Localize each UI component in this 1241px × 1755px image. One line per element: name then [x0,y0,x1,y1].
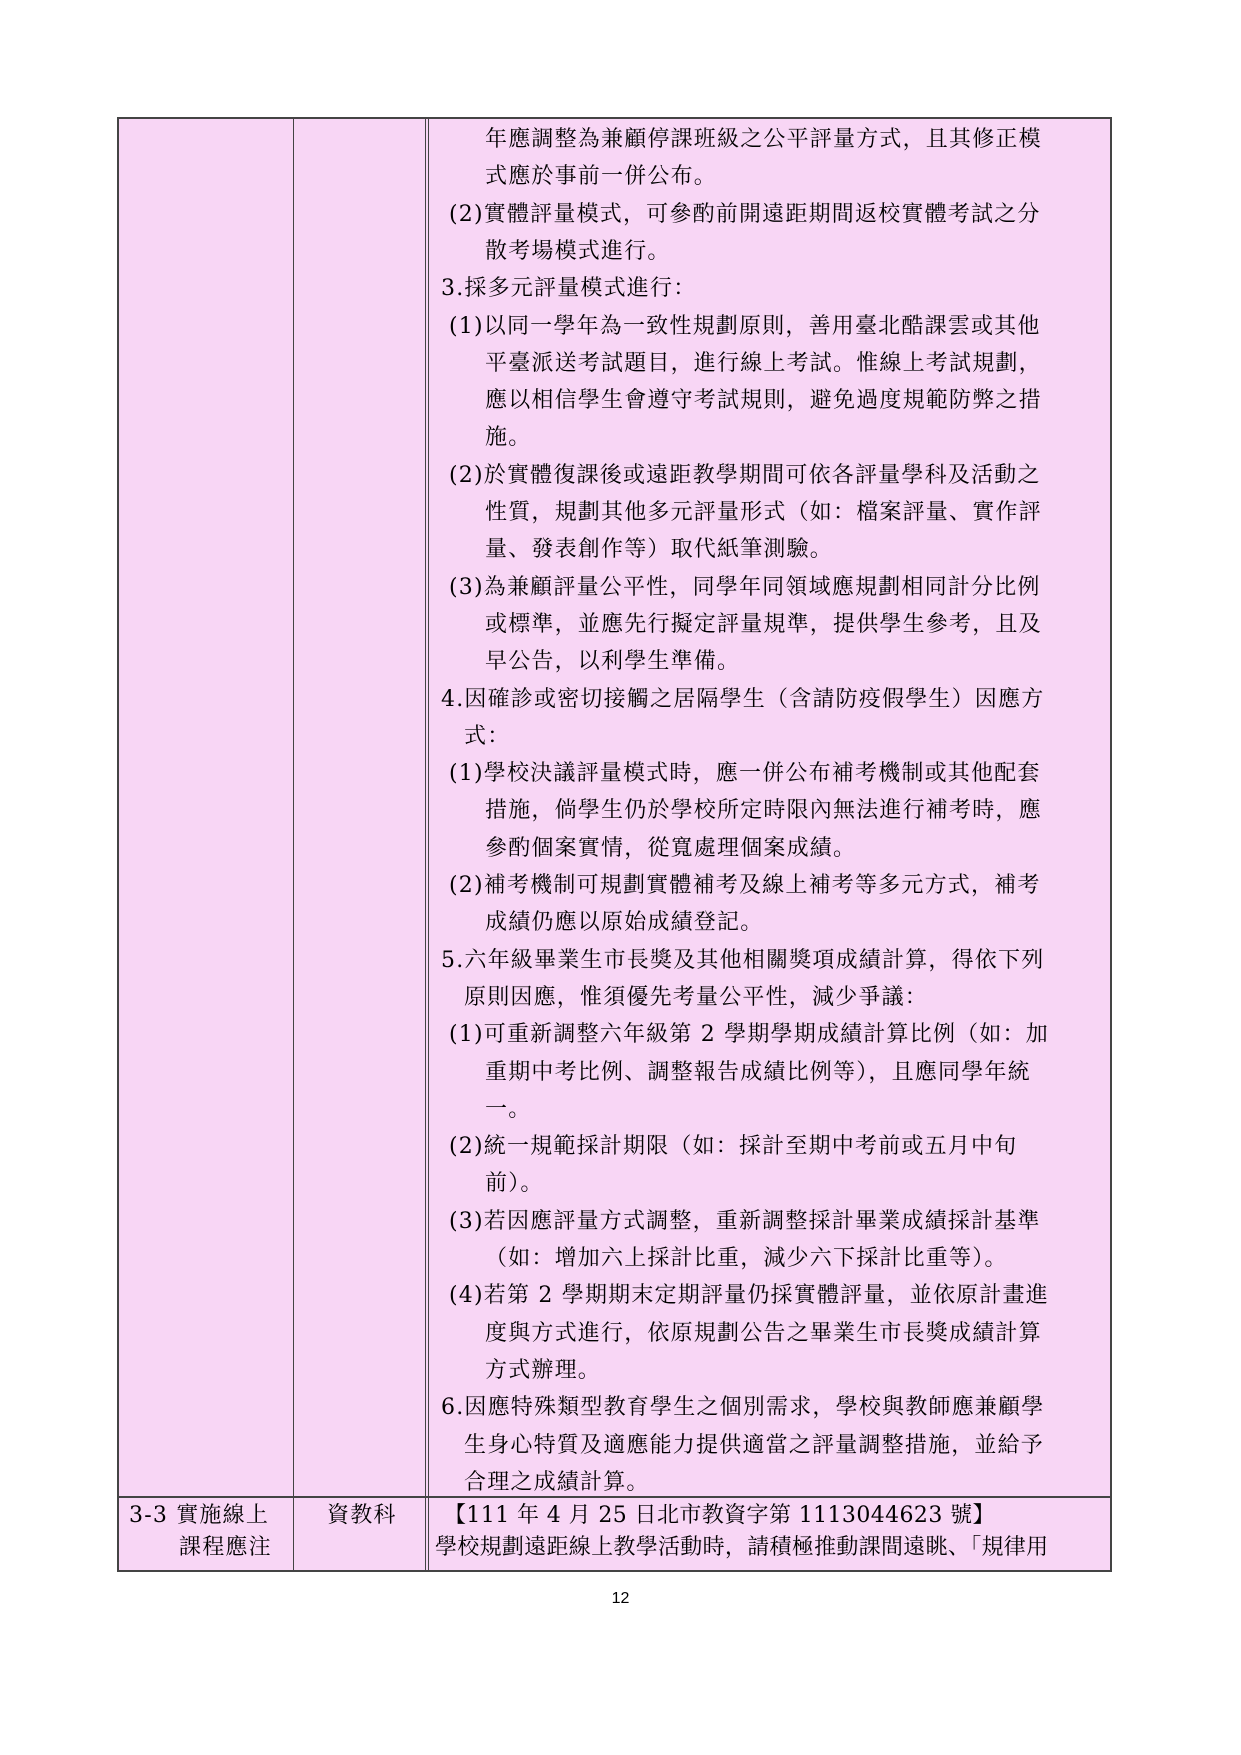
content-text-line: 早公告，以利學生準備。 [485,649,741,675]
content-text-line: 散考場模式進行。 [485,238,671,264]
content-text-line: (1)學校決議評量模式時，應一併公布補考機制或其他配套 [449,761,1041,787]
content-text-line: 生身心特質及適應能力提供適當之評量調整措施，並給予 [464,1432,1045,1458]
content-text-line: (2)實體評量模式，可參酌前開遠距期間返校實體考試之分 [449,201,1041,227]
content-text-line: 原則因應，惟須優先考量公平性，減少爭議： [464,984,929,1010]
column-divider-1 [293,119,294,1570]
content-text-line: 3.採多元評量模式進行： [441,276,697,302]
content-text-line: 5.六年級畢業生市長獎及其他相關獎項成績計算，得依下列 [441,947,1045,973]
content-text-line: 措施，倘學生仍於學校所定時限內無法進行補考時，應 [485,798,1042,824]
content-text-line: （如：增加六上採計比重，減少六下採計比重等）。 [485,1246,1008,1271]
page-number: 12 [611,1590,630,1607]
content-text-line: (2)統一規範採計期限（如：採計至期中考前或五月中旬 [449,1134,1018,1160]
content-text-line: 方式辦理。 [485,1357,602,1383]
content-text-line: 合理之成績計算。 [464,1469,650,1495]
content-text-line: 平臺派送考試題目，進行線上考試。惟線上考試規劃， [485,350,1042,376]
content-text-line: 量、發表創作等）取代紙筆測驗。 [485,537,834,563]
content-text-line: 學校規劃遠距線上教學活動時，請積極推動課間遠眺、「規律用 [435,1535,1049,1560]
content-text-line: (1)可重新調整六年級第 2 學期學期成績計算比例（如：加 [449,1022,1049,1048]
content-text-line: 施。 [485,425,532,451]
content-text-line: 式應於事前一併公布。 [485,164,718,190]
item-number-cell-line2: 課程應注 [179,1535,272,1560]
content-text-line: 式： [464,723,511,749]
content-text-line: 參酌個案實情，從寬處理個案成績。 [485,835,857,861]
content-text-line: 應以相信學生會遵守考試規則，避免過度規範防弊之措 [485,388,1042,414]
column-divider-2 [425,119,426,1570]
content-text-line: 或標準，並應先行擬定評量規準，提供學生參考，且及 [485,611,1042,637]
content-text-line: (2)於實體復課後或遠距教學期間可依各評量學科及活動之 [449,462,1041,488]
department-cell: 資教科 [327,1503,397,1528]
document-reference: 【111 年 4 月 25 日北市教資字第 1113044623 號】 [444,1503,995,1528]
content-text-line: (1)以同一學年為一致性規劃原則，善用臺北酷課雲或其他 [449,313,1041,339]
content-text-line: 年應調整為兼顧停課班級之公平評量方式，且其修正模 [485,127,1042,152]
content-text-line: (4)若第 2 學期期末定期評量仍採實體評量，並依原計畫進 [449,1283,1049,1309]
content-text-line: 性質，規劃其他多元評量形式（如：檔案評量、實作評 [485,500,1042,525]
column-divider-2-double [428,119,429,1570]
content-text-line: 前）。 [485,1171,544,1197]
content-text-line: (3)若因應評量方式調整，重新調整採計畢業成績採計基準 [449,1208,1041,1234]
content-text-line: 4.因確診或密切接觸之居隔學生（含請防疫假學生）因應方 [441,686,1045,712]
content-text-line: 度與方式進行，依原規劃公告之畢業生市長獎成績計算 [485,1320,1042,1346]
regulation-table [117,117,1112,1572]
content-text-line: 6.因應特殊類型教育學生之個別需求，學校與教師應兼顧學 [441,1395,1045,1421]
content-text-line: 一。 [485,1096,532,1122]
item-number-cell-line1: 3-3 實施線上 [129,1503,270,1528]
content-text-line: (3)為兼顧評量公平性，同學年同領域應規劃相同計分比例 [449,574,1041,600]
content-text-line: (2)補考機制可規劃實體補考及線上補考等多元方式，補考 [449,873,1041,898]
content-text-line: 成績仍應以原始成績登記。 [485,910,764,936]
content-text-line: 重期中考比例、調整報告成績比例等），且應同學年統 [485,1059,1031,1085]
